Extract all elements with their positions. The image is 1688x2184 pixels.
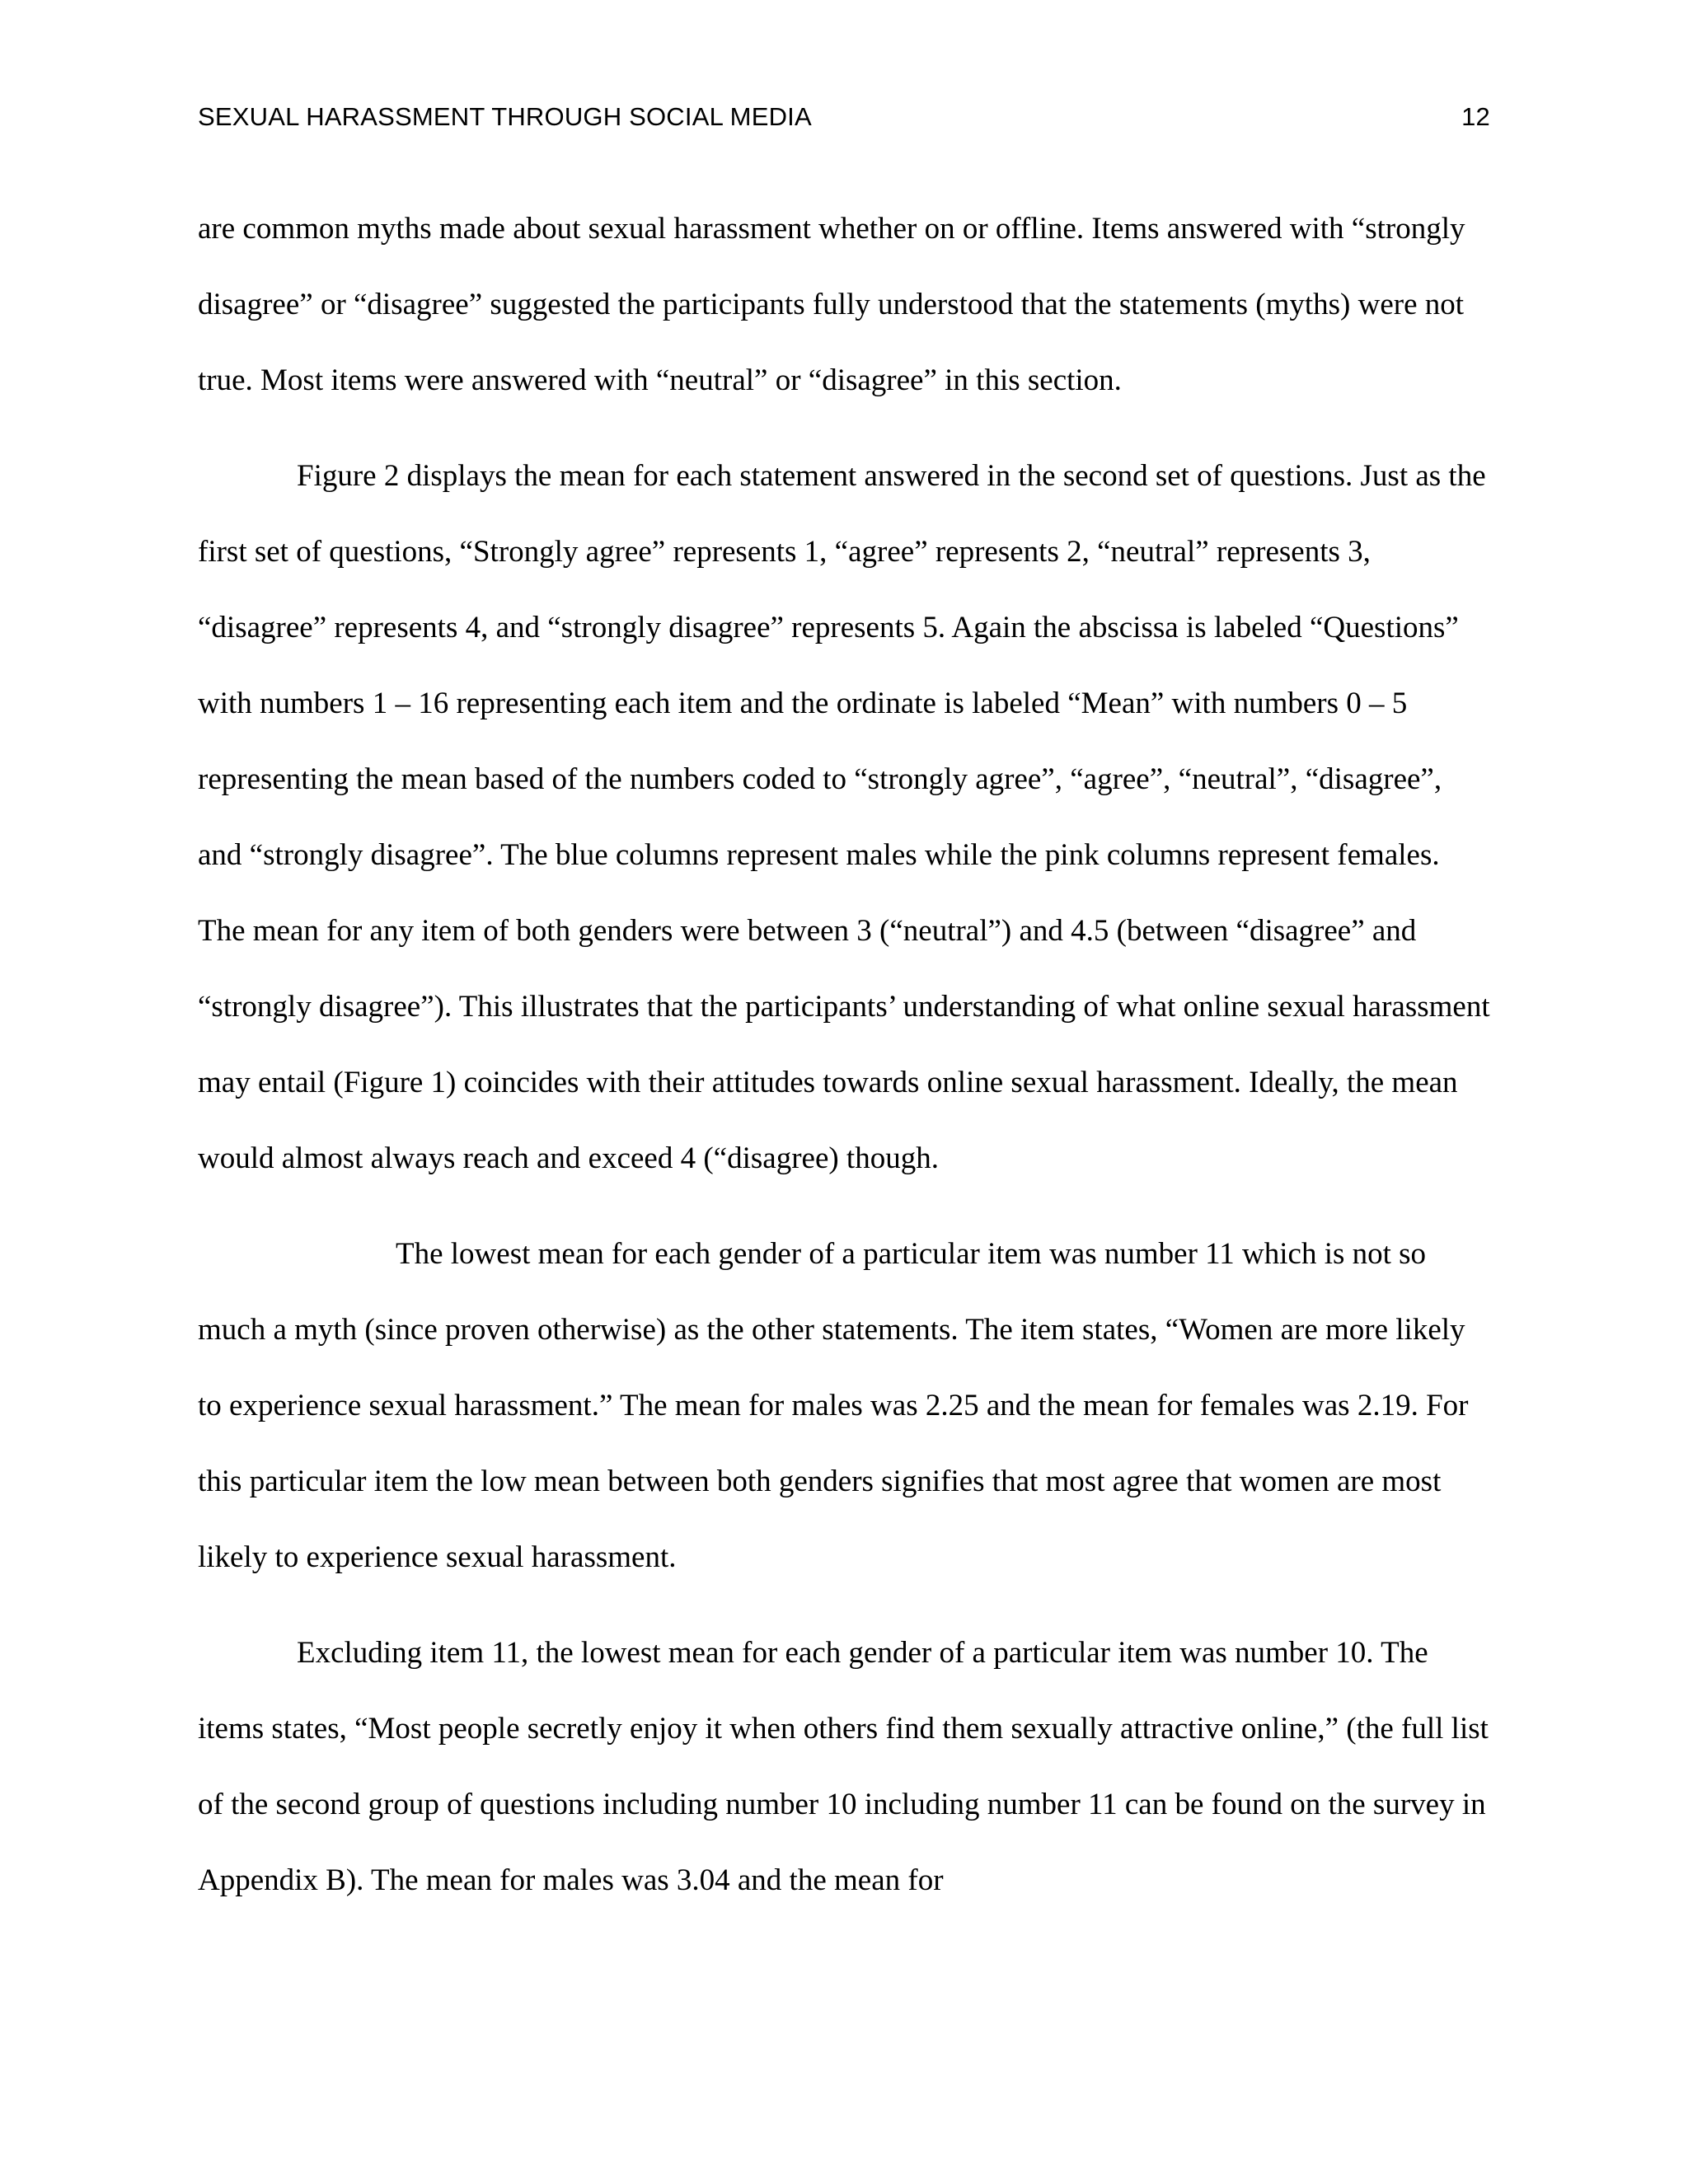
- body-text: [198, 191, 1490, 1919]
- paragraph-lowest-mean-item-11: The lowest mean for each gender of a particular item was number 11 which is not so much a myth (since proven otherwise) as the other statements. The item states, “Women are more likely to experience sexual harassment.” The mean for males was 2.25 and the mean for females was 2.19. For this particular item the low mean between both genders signifies that most agree that women are most likely to experience sexual harassment.: [198, 1237, 1469, 1574]
- page-number: 12: [1461, 102, 1490, 131]
- paragraph-figure-2: Figure 2 displays the mean for each statement answered in the second set of questions. Just as the first set of questions, “Strongly agree” represents 1, “agree” represents 2, “neutral” represents 3, “disagree” represents 4, and “strongly disagree” represents 5. Again the abscissa is labeled “Questions” with numbers 1 – 16 representing each item and the ordinate is labeled “Mean” with numbers 0 – 5 representing the mean based of the numbers coded to “strongly agree”, “agree”, “neutral”, “disagree”, and “strongly disagree”. The blue columns represent males while the pink columns represent females. The mean for any item of both genders were between 3 (“neutral”) and 4.5 (between “disagree” and “strongly disagree”). This illustrates that the participants’ understanding of what online sexual harassment may entail (Figure 1) coincides with their attitudes towards online sexual harassment. Ideally, the mean would almost always reach and exceed 4 (“disagree) though.: [198, 459, 1490, 1175]
- running-head-title: SEXUAL HARASSMENT THROUGH SOCIAL MEDIA: [198, 102, 812, 131]
- paragraph-excluding-item-11: Excluding item 11, the lowest mean for each gender of a particular item was number 10. The items states, “Most people secretly enjoy it when others find them sexually attractive online,” (the full list of the second group of questions including number 10 including number 11 can be found on the survey in Appendix B). The mean for males was 3.04 and the mean for: [198, 1636, 1489, 1897]
- paragraph-continued-myths: are common myths made about sexual harassment whether on or offline. Items answered with “strongly disagree” or “disagree” suggested the participants fully understood that the statements (myths) were not true. Most items were answered with “neutral” or “disagree” in this section.: [198, 212, 1465, 397]
- running-head: [198, 99, 1490, 135]
